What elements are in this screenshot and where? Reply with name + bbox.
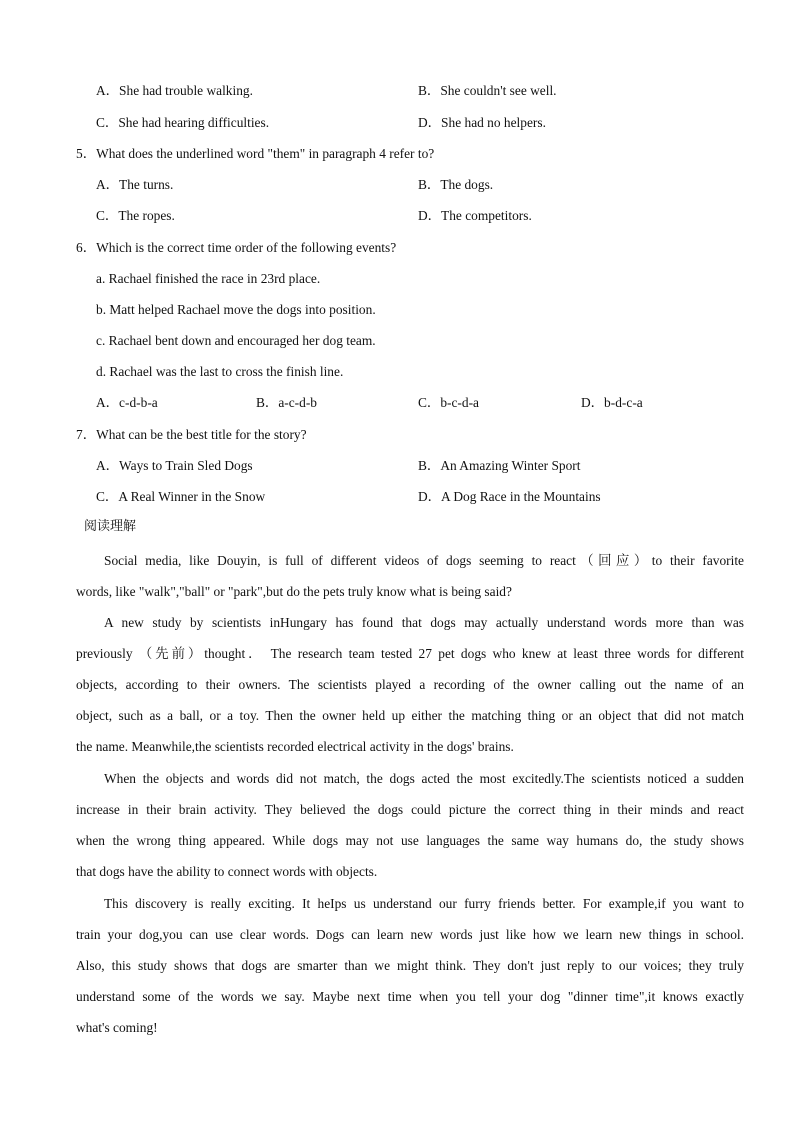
passage-line: train your dog,you can use clear words. Dogs can learn new words just like how we learn new things in school. — [76, 927, 744, 942]
passage-line: Also, this study shows that dogs are smarter than we might think. They don't just reply to our voices; they truly — [76, 958, 744, 973]
q6-option-b: B．a-c-d-b — [256, 395, 317, 410]
passage-line: This discovery is really exciting. It heIps us understand our furry friends better. For example,if you want to — [104, 896, 744, 911]
passage-line: A new study by scientists inHungary has found that dogs may actually understand words more than was — [104, 615, 744, 630]
q6-event-c: c. Rachael bent down and encouraged her dog team. — [96, 333, 376, 348]
q7-option-d: D．A Dog Race in the Mountains — [418, 489, 601, 504]
q6-event-a: a. Rachael finished the race in 23rd place. — [96, 271, 321, 286]
passage-line: understand some of the words we say. Maybe next time when you tell your dog "dinner time",it knows exactly — [76, 989, 744, 1004]
q4-option-c: C．She had hearing difficulties. — [96, 115, 270, 130]
q6-option-c: C．b-c-d-a — [418, 395, 479, 410]
passage-paragraph-1 — [76, 545, 744, 607]
passage-line: object, such as a ball, or a toy. Then the owner held up either the matching thing or an object that did not match — [76, 708, 744, 723]
passage-line: what's coming! — [76, 1020, 158, 1035]
q4-option-b: B．She couldn't see well. — [418, 83, 557, 98]
q5-option-c: C．The ropes. — [96, 208, 175, 223]
passage-line: objects, according to their owners. The scientists played a recording of the owner calling out the name of an — [76, 677, 744, 692]
q6-option-a: A．c-d-b-a — [96, 395, 158, 410]
passage-line: Social media, like Douyin, is full of different videos of dogs seeming to react（回应）to their favorite — [104, 553, 744, 568]
q6-event-b: b. Matt helped Rachael move the dogs into position. — [96, 302, 376, 317]
passage-line: words, like "walk","ball" or "park",but do the pets truly know what is being said? — [76, 584, 512, 599]
passage-line: previously （先前）thought． The research team tested 27 pet dogs who knew at least three words for different — [76, 646, 744, 661]
q6-option-d: D．b-d-c-a — [581, 395, 643, 410]
q5-option-d: D．The competitors. — [418, 208, 532, 223]
q6-event-d: d. Rachael was the last to cross the finish line. — [96, 364, 344, 379]
question-5-stem: 5．What does the underlined word "them" in paragraph 4 refer to? — [76, 146, 435, 161]
q7-option-c: C．A Real Winner in the Snow — [96, 489, 266, 504]
passage-paragraph-4 — [76, 888, 744, 1043]
passage-line: increase in their brain activity. They believed the dogs could picture the correct thing in their minds and react — [76, 802, 744, 817]
q4-option-d: D．She had no helpers. — [418, 115, 546, 130]
passage-line: When the objects and words did not match, the dogs acted the most excitedly.The scientists noticed a sudden — [104, 771, 744, 786]
passage-paragraph-3 — [76, 763, 744, 887]
passage-paragraph-2 — [76, 607, 744, 762]
q7-option-b: B．An Amazing Winter Sport — [418, 458, 581, 473]
q7-option-a: A．Ways to Train Sled Dogs — [96, 458, 253, 473]
passage-line: that dogs have the ability to connect words with objects. — [76, 864, 378, 879]
q5-option-a: A．The turns. — [96, 177, 174, 192]
passage-line: when the wrong thing appeared. While dogs may not use languages the same way humans do, the study shows — [76, 833, 744, 848]
section-title: 阅读理解 — [84, 519, 137, 534]
q4-option-a: A．She had trouble walking. — [96, 83, 253, 98]
question-7-stem: 7．What can be the best title for the story? — [76, 427, 307, 442]
passage-line: the name. Meanwhile,the scientists recorded electrical activity in the dogs' brains. — [76, 739, 514, 754]
question-6-stem: 6．Which is the correct time order of the following events? — [76, 240, 397, 255]
q5-option-b: B．The dogs. — [418, 177, 494, 192]
